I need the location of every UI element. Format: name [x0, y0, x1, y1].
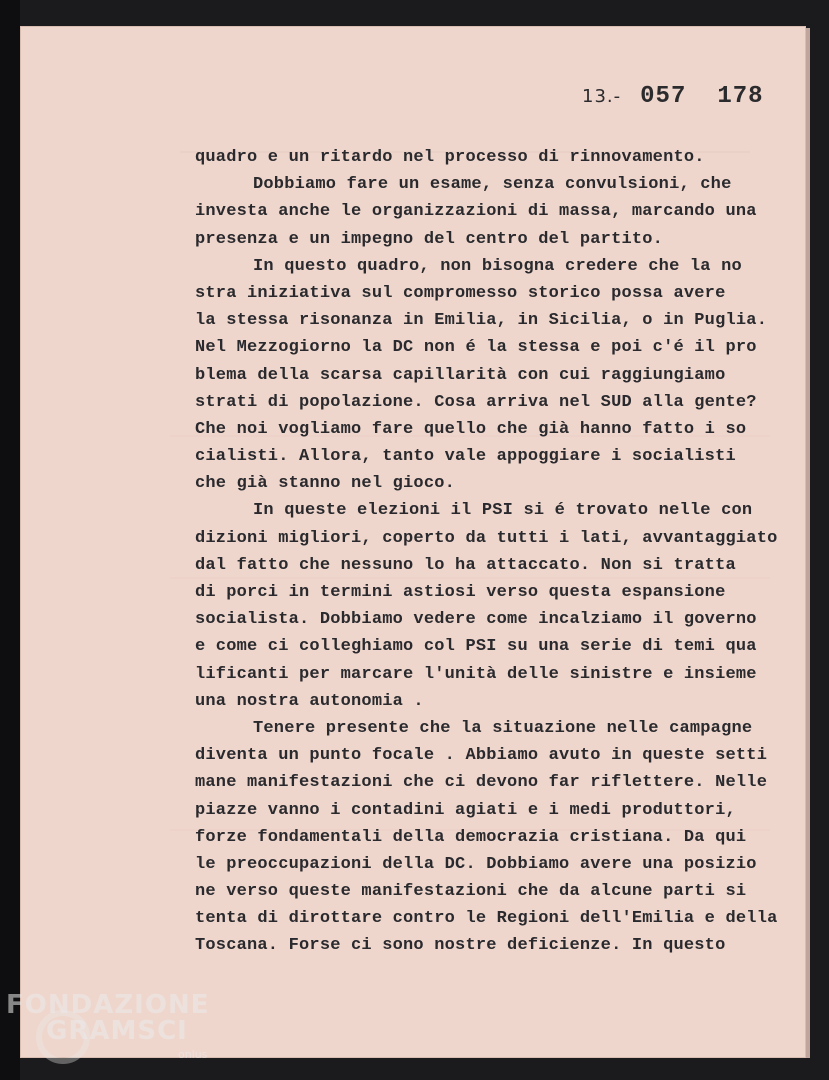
text-line: cialisti. Allora, tanto vale appoggiare i socialisti	[195, 447, 736, 467]
text-line: dizioni migliori, coperto da tutti i lati, avvantaggiato	[195, 528, 778, 548]
binder-strip	[0, 0, 20, 1080]
text-line: investa anche le organizzazioni di massa, marcando una	[195, 202, 757, 222]
document-page	[20, 26, 806, 1058]
watermark-logo	[6, 990, 210, 1061]
text-line: In queste elezioni il PSI si é trovato nelle con	[253, 501, 753, 521]
text-line: strati di popolazione. Cosa arriva nel SUD alla gente?	[195, 392, 757, 412]
text-line: mane manifestazioni che ci devono far riflettere. Nelle	[195, 773, 768, 793]
text-line: blema della scarsa capillarità con cui raggiungiamo	[195, 365, 726, 385]
text-line: forze fondamentali della democrazia cristiana. Da qui	[195, 827, 747, 847]
text-line: In questo quadro, non bisogna credere che la no	[253, 256, 742, 276]
page-number-stamp-a: 057	[640, 83, 687, 110]
watermark-sub: onlus	[178, 1048, 208, 1061]
text-line: Toscana. Forse ci sono nostre deficienze. In questo	[195, 936, 726, 956]
text-line: le preoccupazioni della DC. Dobbiamo avere una posizio	[195, 854, 757, 874]
text-line: dal fatto che nessuno lo ha attaccato. Non si tratta	[195, 555, 736, 575]
text-line: e come ci colleghiamo col PSI su una serie di temi qua	[195, 637, 757, 657]
watermark-line1: FONDAZIONE	[6, 990, 210, 1020]
text-line: quadro e un ritardo nel processo di rinnovamento.	[195, 148, 705, 167]
text-line: socialista. Dobbiamo vedere come incalziamo il governo	[195, 610, 757, 630]
text-line: Tenere presente che la situazione nelle campagne	[253, 718, 753, 738]
text-line: stra iniziativa sul compromesso storico possa avere	[195, 283, 726, 303]
page-number-stamp-b: 178	[717, 83, 764, 110]
text-line: lificanti per marcare l'unità delle sinistre e insieme	[195, 664, 757, 684]
text-line: Dobbiamo fare un esame, senza convulsioni, che	[253, 175, 732, 195]
page-number-handwritten: 13.-	[582, 86, 622, 107]
text-line: ne verso queste manifestazioni che da alcune parti si	[195, 882, 747, 902]
text-line: che già stanno nel gioco.	[195, 474, 456, 494]
text-line: Che noi vogliamo fare quello che già hanno fatto i so	[195, 419, 747, 439]
text-line: Nel Mezzogiorno la DC non é la stessa e poi c'é il pro	[195, 338, 757, 358]
text-line: tenta di dirottare contro le Regioni dell'Emilia e della	[195, 909, 778, 929]
page-number	[582, 83, 764, 110]
body-text	[195, 144, 778, 960]
text-line: presenza e un impegno del centro del partito.	[195, 229, 664, 249]
text-line: la stessa risonanza in Emilia, in Sicilia, o in Puglia.	[195, 311, 768, 331]
text-line: piazze vanno i contadini agiati e i medi produttori,	[195, 800, 736, 820]
text-line: una nostra autonomia .	[195, 691, 424, 711]
text-line: di porci in termini astiosi verso questa espansione	[195, 583, 726, 602]
page-edge	[806, 28, 810, 1058]
watermark-line2: GRAMSCI	[46, 1016, 188, 1046]
watermark-g-icon	[36, 1010, 90, 1064]
text-line: diventa un punto focale . Abbiamo avuto in queste setti	[195, 746, 768, 766]
